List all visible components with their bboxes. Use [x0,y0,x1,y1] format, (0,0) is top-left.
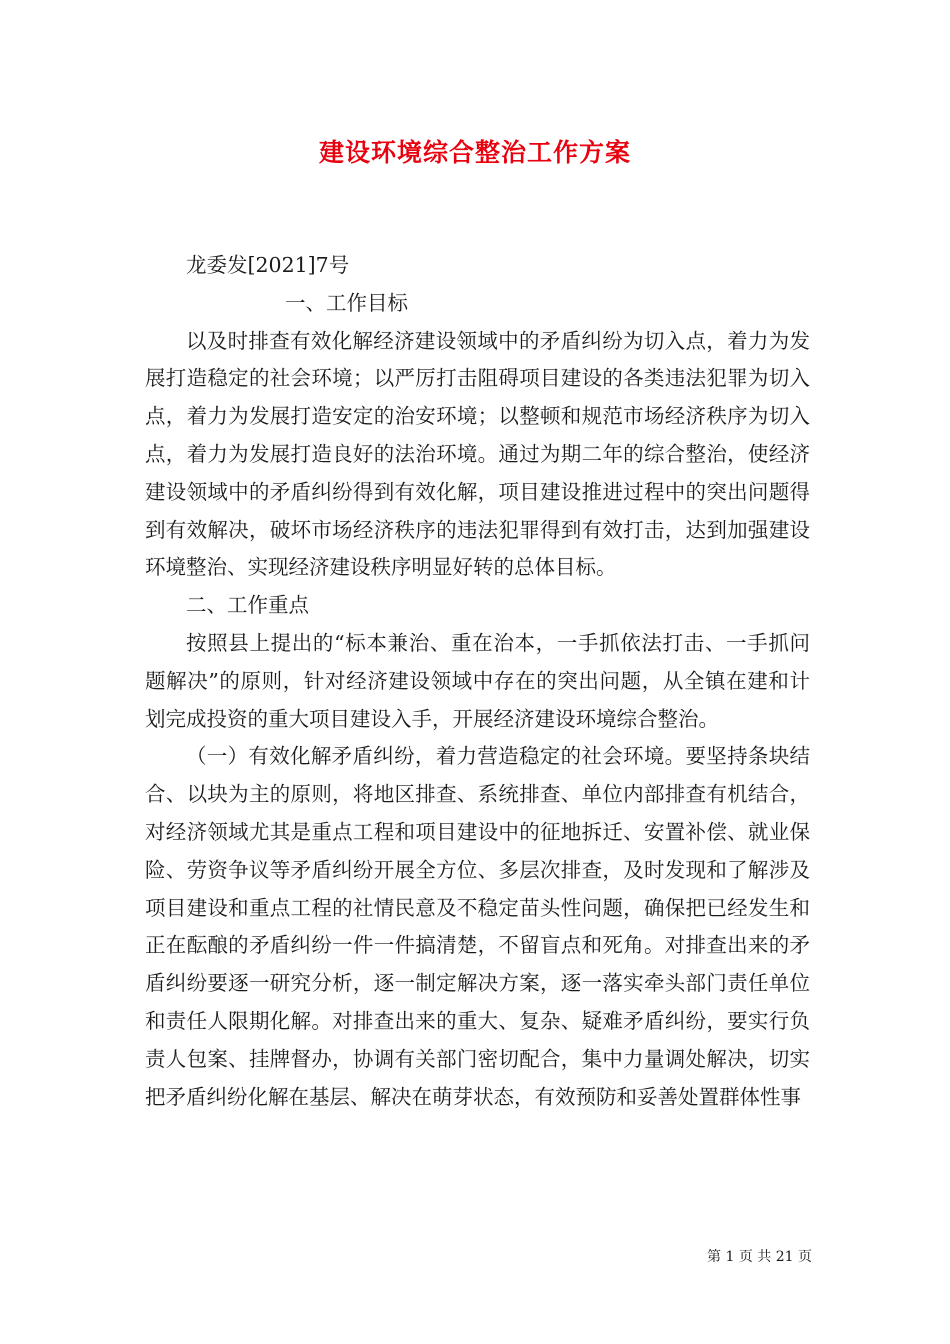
paragraph-subsection-1: （一）有效化解矛盾纠纷，着力营造稳定的社会环境。要坚持条块结合、以块为主的原则，将地区排查、系统排查、单位内部排查有机结合，对经济领域尤其是重点工程和项目建设中的征地拆迁、安置补偿、就业保险、劳资争议等矛盾纠纷开展全方位、多层次排查，及时发现和了解涉及项目建设和重点工程的社情民意及不稳定苗头性问题，确保把已经发生和正在酝酿的矛盾纠纷一件一件搞清楚，不留盲点和死角。对排查出来的矛盾纠纷要逐一研究分析，逐一制定解决方案，逐一落实牵头部门责任单位和责任人限期化解。对排查出来的重大、复杂、疑难矛盾纠纷，要实行负责人包案、挂牌督办，协调有关部门密切配合，集中力量调处解决，切实把矛盾纠纷化解在基层、解决在萌芽状态，有效预防和妥善处置群体性事 [145,744,810,1109]
paragraph-focus: 按照县上提出的“标本兼治、重在治本，一手抓依法打击、一手抓问题解决”的原则，针对经济建设领域中存在的突出问题，从全镇在建和计划完成投资的重大项目建设入手，开展经济建设环境综合整治。 [145,630,810,731]
document-number: 龙委发[2021]7号 [186,253,350,277]
section-heading-goals: 一、工作目标 [285,290,408,315]
page-footer [707,1246,812,1266]
page-number-label: 第 1 页 共 21 页 [707,1249,812,1265]
document-title: 建设环境综合整治工作方案 [318,138,631,167]
document-body [145,247,810,1116]
section-heading-focus: 二、工作重点 [186,593,309,618]
paragraph-goals: 以及时排查有效化解经济建设领域中的矛盾纠纷为切入点，着力为发展打造稳定的社会环境；以严厉打击阻碍项目建设的各类违法犯罪为切入点，着力为发展打造安定的治安环境；以整顿和规范市场经济秩序为切入点，着力为发展打造良好的法治环境。通过为期二年的综合整治，使经济建设领域中的矛盾纠纷得到有效化解，项目建设推进过程中的突出问题得到有效解决，破坏市场经济秩序的违法犯罪得到有效打击，达到加强建设环境整治、实现经济建设秩序明显好转的总体目标。 [145,328,810,580]
